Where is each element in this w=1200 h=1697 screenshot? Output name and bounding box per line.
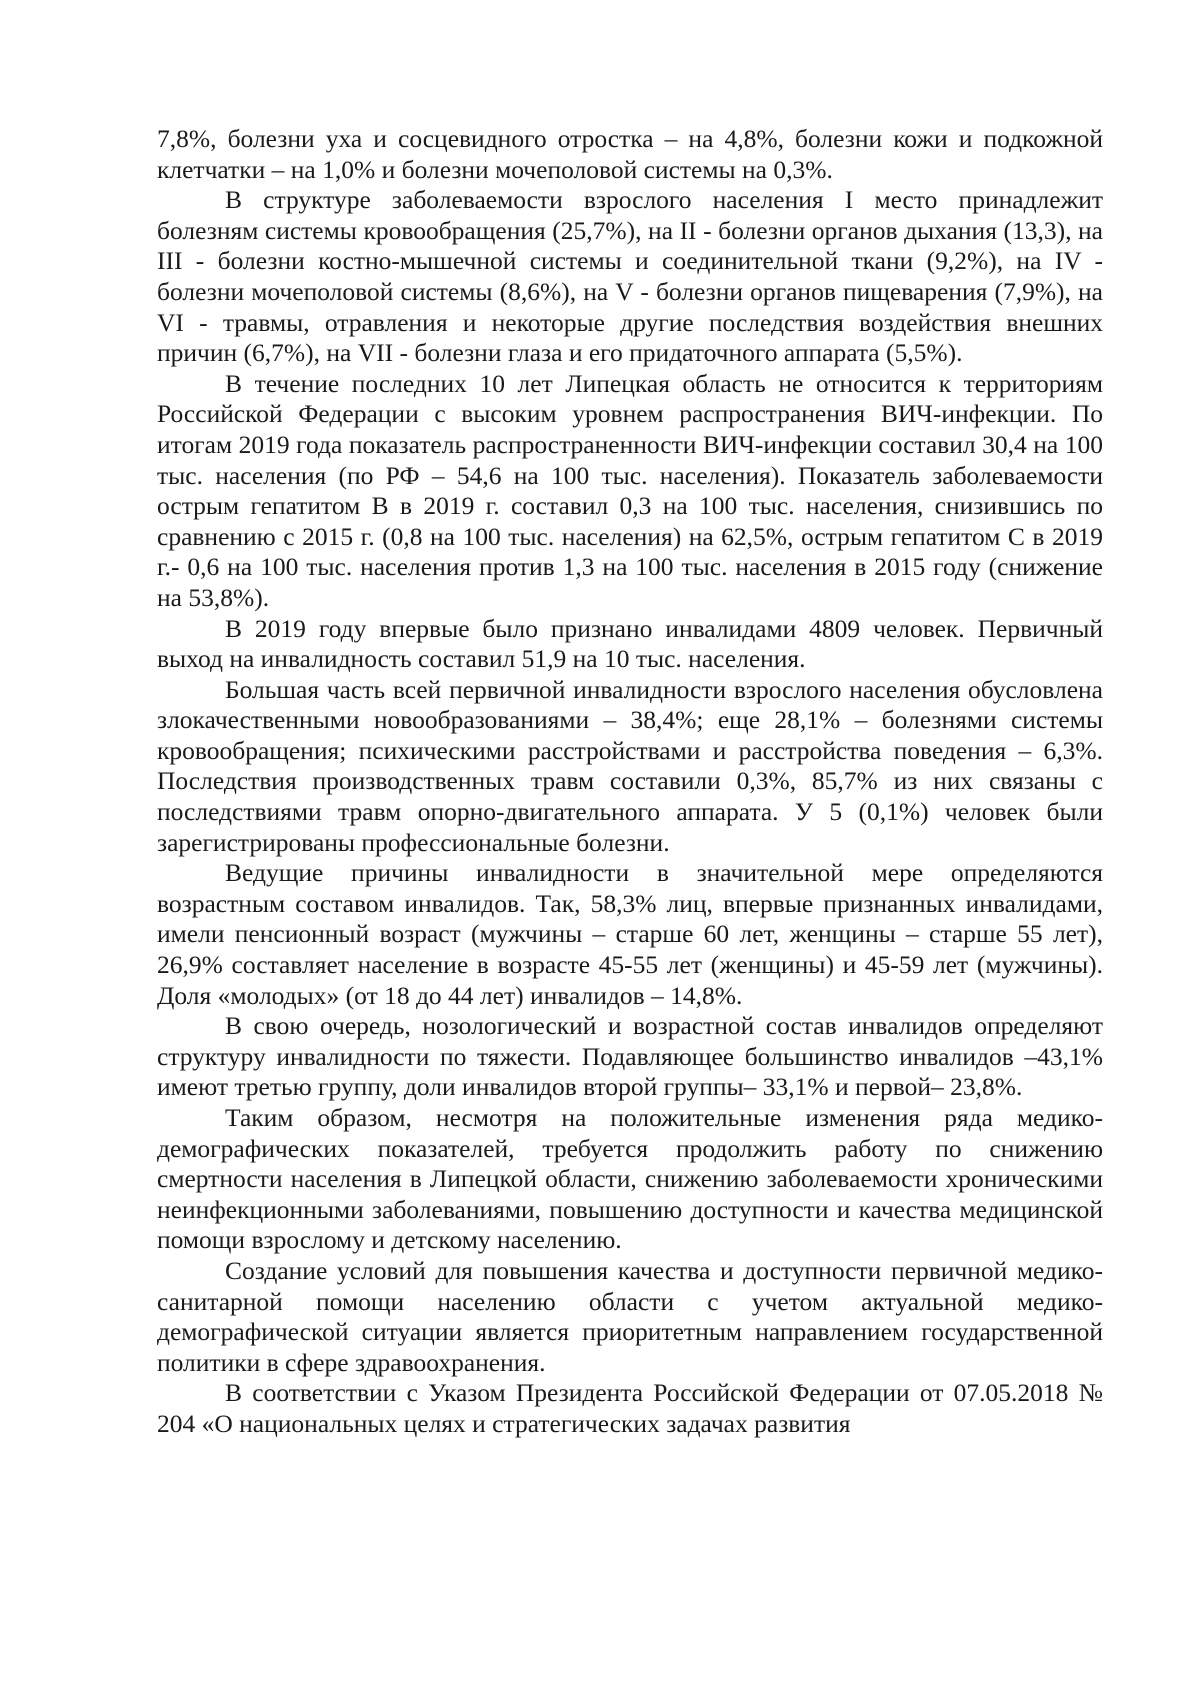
paragraph-3: В течение последних 10 лет Липецкая область не относится к территориям Российской Федерации с высоким уровнем распространения ВИЧ-инфекции. По итогам 2019 года показатель распространенности ВИЧ-инфекции составил 30,4 на 100 тыс. населения (по РФ – 54,6 на 100 тыс. населения). Показатель заболеваемости острым гепатитом В в 2019 г. составил 0,3 на 100 тыс. населения, снизившись по сравнению с 2015 г. (0,8 на 100 тыс. населения) на 62,5%, острым гепатитом С в 2019 г.- 0,6 на 100 тыс. населения против 1,3 на 100 тыс. населения в 2015 году (снижение на 53,8%). bbox=[157, 368, 1103, 612]
paragraph-7: В свою очередь, нозологический и возрастной состав инвалидов определяют структуру инвалидности по тяжести. Подавляющее большинство инвалидов –43,1% имеют третью группу, доли инвалидов второй группы– 33,1% и первой– 23,8%. bbox=[157, 1011, 1103, 1102]
paragraph-2: В структуре заболеваемости взрослого населения I место принадлежит болезням системы кровообращения (25,7%), на II - болезни органов дыхания (13,3), на III - болезни костно-мышечной системы и соединительной ткани (9,2%), на IV - болезни мочеполовой системы (8,6%), на V - болезни органов пищеварения (7,9%), на VI - травмы, отравления и некоторые другие последствия воздействия внешних причин (6,7%), на VII - болезни глаза и его придаточного аппарата (5,5%). bbox=[157, 185, 1103, 368]
paragraph-8: Таким образом, несмотря на положительные изменения ряда медико-демографических показателей, требуется продолжить работу по снижению смертности населения в Липецкой области, снижению заболеваемости хроническими неинфекционными заболеваниями, повышению доступности и качества медицинской помощи взрослому и детскому населению. bbox=[157, 1103, 1103, 1255]
paragraph-1: 7,8%, болезни уха и сосцевидного отростка – на 4,8%, болезни кожи и подкожной клетчатки – на 1,0% и болезни мочеполовой системы на 0,3%. bbox=[157, 124, 1103, 184]
paragraph-4: В 2019 году впервые было признано инвалидами 4809 человек. Первичный выход на инвалидность составил 51,9 на 10 тыс. населения. bbox=[157, 613, 1103, 674]
paragraph-9: Создание условий для повышения качества и доступности первичной медико-санитарной помощи населению области с учетом актуальной медико-демографической ситуации является приоритетным направлением государственной политики в сфере здравоохранения. bbox=[157, 1255, 1103, 1377]
document-body bbox=[157, 124, 1103, 1440]
paragraph-10: В соответствии с Указом Президента Российской Федерации от 07.05.2018 № 204 «О национальных целях и стратегических задачах развития bbox=[157, 1378, 1103, 1438]
paragraph-6: Ведущие причины инвалидности в значительной мере определяются возрастным составом инвалидов. Так, 58,3% лиц, впервые признанных инвалидами, имели пенсионный возраст (мужчины – старше 60 лет, женщины – старше 55 лет), 26,9% составляет население в возрасте 45-55 лет (женщины) и 45-59 лет (мужчины). Доля «молодых» (от 18 до 44 лет) инвалидов – 14,8%. bbox=[157, 858, 1103, 1010]
paragraph-5: Большая часть всей первичной инвалидности взрослого населения обусловлена злокачественными новообразованиями – 38,4%; еще 28,1% – болезнями системы кровообращения; психическими расстройствами и расстройства поведения – 6,3%. Последствия производственных травм составили 0,3%, 85,7% из них связаны с последствиями травм опорно-двигательного аппарата. У 5 (0,1%) человек были зарегистрированы профессиональные болезни. bbox=[157, 674, 1103, 857]
